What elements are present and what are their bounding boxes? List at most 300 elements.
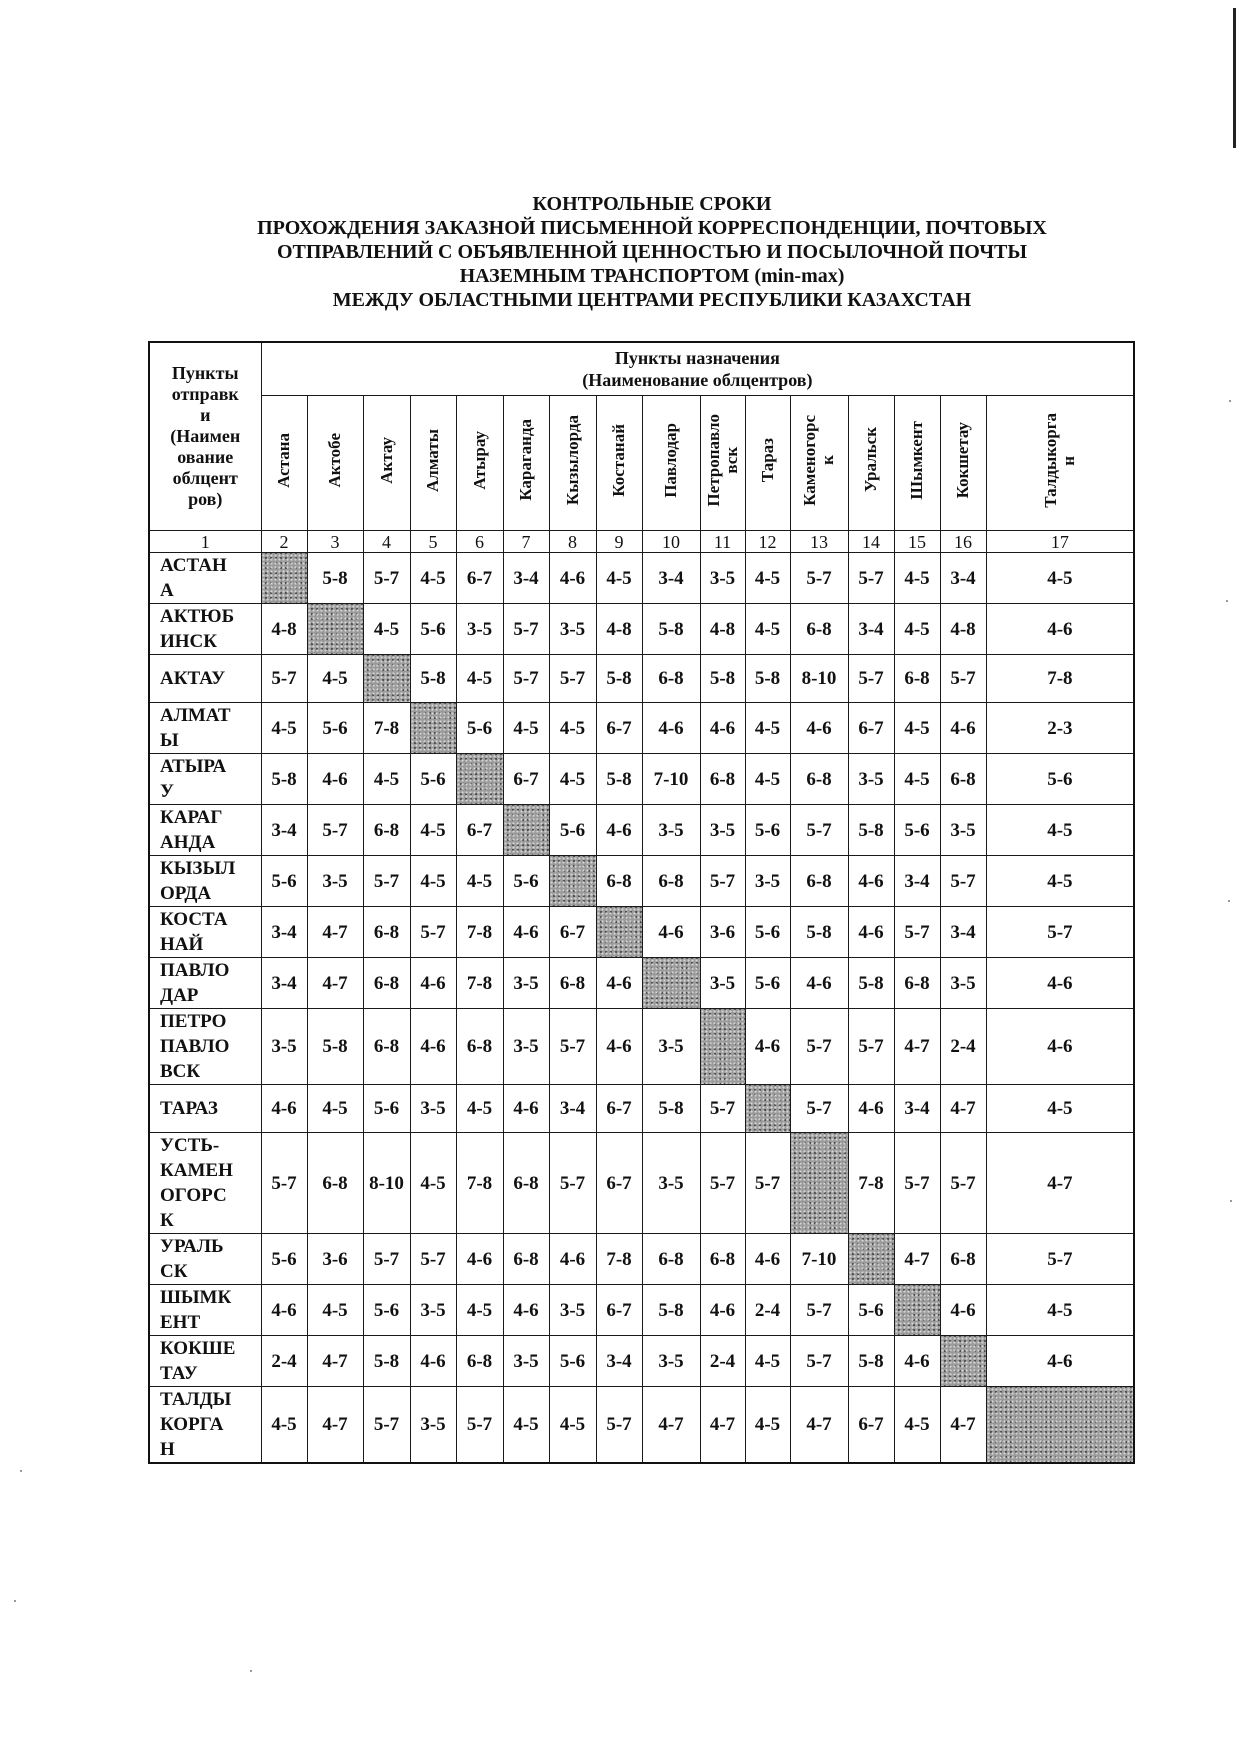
transit-time-cell [986,1234,1134,1285]
transit-time-cell [642,1387,700,1464]
transit-time-value: 5-7 [466,1414,493,1435]
transit-time-value: 6-8 [373,972,400,994]
transit-time-value: 5-8 [322,567,348,589]
transit-time-cell [596,958,642,1009]
table-row [149,655,1134,703]
transit-time-value: 4-7 [322,1350,348,1372]
transit-time-cell [307,805,363,856]
transit-time-value: 3-5 [658,1172,684,1194]
transit-time-cell [790,655,848,703]
transit-time-value: 4-6 [606,819,632,841]
destination-name [378,437,396,484]
transit-time-cell [790,958,848,1009]
transit-time-cell [410,958,456,1009]
destination-column-header [363,396,410,531]
transit-time-cell [456,1285,503,1336]
diagonal-shaded-cell [745,1085,790,1133]
transit-time-cell [549,703,596,754]
scan-speck [1230,1200,1232,1202]
transit-time-cell [363,703,410,754]
transit-time-value: 4-6 [858,1098,884,1119]
diagonal-shaded-cell [549,856,596,907]
transit-time-cell [700,1336,745,1387]
transit-time-value: 5-6 [1047,768,1073,790]
transit-time-value: 5-7 [858,567,884,589]
table-row [149,553,1134,604]
column-number: 5 [410,531,456,553]
destination-column-header [700,396,745,531]
transit-time-cell [410,1085,456,1133]
transit-time-cell [986,703,1134,754]
origin-column-header [149,342,261,531]
transit-time-value: 5-6 [373,1098,400,1119]
destination-name-line: Талдыкорга [1040,412,1060,508]
destination-column-header [549,396,596,531]
transit-time-value: 4-8 [606,618,632,640]
transit-time-cell [503,1336,549,1387]
column-number: 13 [790,531,848,553]
scan-speck [250,1670,252,1672]
diagonal-shaded-cell [410,703,456,754]
table-row [149,754,1134,805]
destination-column-header [848,396,894,531]
transit-time-cell [700,958,745,1009]
transit-time-value: 5-6 [559,819,586,841]
destination-name [517,419,535,501]
transit-time-value: 4-6 [1047,1036,1073,1057]
transit-time-cell [549,805,596,856]
transit-time-cell [745,1285,790,1336]
transit-time-cell [790,754,848,805]
transit-time-cell [363,805,410,856]
transit-time-value: 5-7 [806,819,832,841]
destination-name-line: Кызылорда [562,414,582,506]
origin-city-cell [149,1085,261,1133]
transit-time-cell [261,655,307,703]
transit-time-cell [596,856,642,907]
transit-time-cell [549,1234,596,1285]
transit-time-value: 4-5 [606,567,632,589]
transit-time-cell [848,553,894,604]
transit-time-cell [456,1387,503,1464]
diagonal-shaded-cell [940,1336,986,1387]
transit-time-cell [410,856,456,907]
transit-time-value: 6-8 [513,1248,539,1270]
transit-time-cell [894,754,940,805]
transit-time-cell [700,1085,745,1133]
transit-time-value: 6-8 [322,1172,348,1194]
transit-time-cell [456,1085,503,1133]
destination-name-line: Костанай [609,423,628,497]
transit-time-cell [894,1133,940,1234]
diagonal-shaded-cell [642,958,700,1009]
transit-time-value: 5-7 [950,1172,976,1194]
column-number: 2 [261,531,307,553]
transit-time-cell [940,1387,986,1464]
transit-time-cell [642,604,700,655]
transit-time-cell [700,1234,745,1285]
transit-time-cell [848,1336,894,1387]
transit-time-value: 4-5 [754,618,781,640]
origin-city-line: ПЕТРО [160,1011,227,1032]
origin-city-line: А [160,580,174,601]
transit-time-value: 3-5 [271,1036,297,1057]
transit-time-value: 5-7 [559,668,586,689]
transit-time-value: 3-4 [606,1350,632,1372]
transit-time-value: 3-5 [709,567,736,589]
destination-name [610,424,628,497]
table-row [149,805,1134,856]
transit-time-cell [894,1009,940,1085]
transit-time-value: 4-6 [322,768,348,790]
transit-time-cell [848,703,894,754]
transit-time-value: 4-6 [1047,1350,1073,1372]
transit-time-value: 4-5 [322,1299,348,1321]
transit-time-value: 3-5 [950,972,976,994]
transit-time-cell [986,1009,1134,1085]
transit-time-value: 3-4 [950,921,976,943]
transit-time-cell [745,703,790,754]
transit-time-cell [940,907,986,958]
transit-time-value: 3-5 [858,768,884,790]
column-number: 14 [848,531,894,553]
transit-time-value: 5-7 [1047,921,1073,943]
transit-time-value: 5-8 [858,819,884,841]
transit-time-cell [261,1234,307,1285]
transit-time-value: 3-4 [271,819,297,841]
transit-time-value: 5-8 [858,1350,884,1372]
transit-time-cell [848,958,894,1009]
transit-time-cell [307,958,363,1009]
destination-name [471,431,489,490]
transit-time-cell [642,1285,700,1336]
transit-time-cell [745,754,790,805]
transit-time-value: 4-6 [513,921,539,943]
destination-column-header [894,396,940,531]
transit-time-value: 6-7 [858,1414,884,1435]
destination-name [908,421,926,500]
transit-time-cell [261,907,307,958]
transit-time-cell [261,856,307,907]
transit-time-value: 5-6 [420,768,446,790]
column-number: 7 [503,531,549,553]
transit-time-value: 4-6 [1047,972,1073,994]
destination-column-header [596,396,642,531]
diagonal-shaded-cell [363,655,410,703]
transit-time-cell [549,655,596,703]
transit-time-cell [700,1133,745,1234]
destination-name-line: Павлодар [661,422,680,498]
transit-time-value: 6-8 [658,870,684,892]
table-row [149,958,1134,1009]
transit-time-cell [986,1336,1134,1387]
transit-time-value: 7-8 [466,1172,493,1194]
transit-time-value: 3-5 [420,1299,446,1321]
transit-time-cell [261,805,307,856]
transit-time-value: 7-8 [858,1172,884,1194]
transit-time-cell [642,856,700,907]
transit-time-cell [642,754,700,805]
transit-time-cell [642,1133,700,1234]
table-row [149,604,1134,655]
transit-time-value: 5-7 [858,668,884,689]
transit-time-value: 4-5 [466,1299,493,1321]
transit-time-cell [363,1285,410,1336]
destination-name-line: Алматы [423,428,442,492]
transit-time-cell [940,703,986,754]
transit-time-value: 4-6 [513,1299,539,1321]
transit-time-value: 8-10 [801,668,837,689]
transit-time-value: 6-8 [904,668,930,689]
transit-time-value: 4-6 [709,1299,736,1321]
transit-time-value: 4-6 [709,717,736,739]
diagonal-shaded-cell [456,754,503,805]
transit-time-value: 5-7 [373,870,400,892]
origin-city-line: КОКШЕ [160,1338,236,1359]
transit-time-value: 7-8 [466,972,493,994]
transit-time-cell [503,958,549,1009]
transit-time-value: 5-7 [513,668,539,689]
transit-time-cell [596,754,642,805]
transit-time-value: 5-8 [709,668,736,689]
transit-time-value: 4-7 [904,1036,930,1057]
origin-header-line: облцент [172,468,238,488]
destination-name [275,433,293,488]
transit-time-value: 4-5 [513,1414,539,1435]
transit-time-cell [940,754,986,805]
transit-time-value: 3-4 [658,567,684,589]
transit-time-cell [363,1133,410,1234]
destination-name-line: Петропавло [703,413,723,507]
transit-time-cell [363,1387,410,1464]
transit-time-cell [986,553,1134,604]
diagonal-shaded-cell [986,1387,1134,1464]
transit-time-cell [549,907,596,958]
destination-name [424,429,442,492]
transit-time-cell [503,907,549,958]
origin-city-cell [149,553,261,604]
transit-time-cell [307,754,363,805]
transit-time-cell [456,1009,503,1085]
origin-city-cell [149,1336,261,1387]
transit-time-value: 4-7 [1047,1172,1073,1194]
transit-time-cell [503,1009,549,1085]
transit-time-cell [790,1009,848,1085]
destination-name [662,423,680,498]
transit-time-value: 4-5 [513,717,539,739]
transit-time-value: 2-3 [1047,717,1073,739]
transit-time-cell [848,907,894,958]
transit-time-value: 5-6 [904,819,930,841]
table-row [149,1085,1134,1133]
transit-time-cell [986,655,1134,703]
transit-time-cell [790,1387,848,1464]
transit-time-cell [894,604,940,655]
transit-time-value: 3-6 [709,921,736,943]
transit-time-value: 4-5 [559,717,586,739]
transit-time-cell [503,856,549,907]
origin-city-cell [149,958,261,1009]
transit-time-value: 6-7 [606,1172,632,1194]
transit-time-cell [363,553,410,604]
transit-time-value: 6-7 [466,819,493,841]
transit-time-value: 4-6 [754,1248,781,1270]
transit-time-value: 5-6 [322,717,348,739]
transit-time-value: 4-5 [904,567,930,589]
transit-time-cell [363,856,410,907]
column-number: 4 [363,531,410,553]
destination-column-header [261,396,307,531]
transit-time-cell [790,1285,848,1336]
transit-time-cell [363,907,410,958]
destination-column-header [940,396,986,531]
transit-time-value: 7-8 [466,921,493,943]
transit-time-cell [307,1336,363,1387]
title-line: НАЗЕМНЫМ ТРАНСПОРТОМ (min-max) [459,265,845,287]
origin-city-cell [149,703,261,754]
origin-city-cell [149,1387,261,1464]
transit-time-cell [456,1133,503,1234]
transit-time-value: 3-5 [709,819,736,841]
transit-time-value: 5-8 [806,921,832,943]
transit-time-value: 4-5 [420,870,446,892]
transit-time-value: 3-5 [466,618,493,640]
transit-time-value: 6-8 [606,870,632,892]
transit-time-value: 4-6 [950,1299,976,1321]
transit-time-value: 2-4 [709,1350,736,1372]
transit-time-cell [456,907,503,958]
transit-time-value: 7-8 [606,1248,632,1270]
origin-city-cell [149,1133,261,1234]
origin-header-line: и [200,405,211,425]
transit-time-cell [790,856,848,907]
transit-time-value: 2-4 [754,1299,781,1321]
transit-time-value: 2-4 [271,1350,297,1372]
origin-city-line: Ы [160,730,179,751]
destination-name [862,427,880,492]
origin-city-line: ИНСК [160,631,218,652]
origin-city-line: ОРДА [160,883,212,904]
transit-time-value: 4-6 [904,1350,930,1372]
column-number: 9 [596,531,642,553]
destination-name [954,422,972,498]
table-row [149,1387,1134,1464]
transit-time-value: 6-8 [806,618,832,640]
transit-time-cell [596,805,642,856]
transit-time-value: 5-6 [754,972,781,994]
transit-time-cell [700,1285,745,1336]
transit-time-value: 5-7 [904,1172,930,1194]
origin-city-line: УСТЬ- [160,1135,220,1156]
scan-edge-mark [1233,8,1236,148]
transit-time-value: 4-6 [513,1098,539,1119]
transit-time-value: 4-5 [1047,870,1073,892]
transit-time-cell [307,703,363,754]
transit-time-cell [894,856,940,907]
transit-time-value: 5-6 [420,618,446,640]
transit-time-cell [700,754,745,805]
scan-speck [20,1470,22,1472]
transit-time-value: 5-8 [420,668,446,689]
destination-name-line: Атырау [469,430,489,490]
origin-city-line: КОРГА [160,1414,224,1435]
transit-time-value: 3-4 [559,1098,586,1119]
transit-time-cell [410,1285,456,1336]
transit-time-cell [596,604,642,655]
transit-time-value: 3-5 [513,972,539,994]
destination-header-line: (Наименование облцентров) [582,370,813,390]
transit-time-cell [596,1336,642,1387]
transit-time-cell [745,907,790,958]
transit-time-cell [503,703,549,754]
transit-time-cell [894,553,940,604]
origin-header-line: Пункты [171,363,239,383]
transit-time-value: 4-6 [754,1036,781,1057]
title-line: КОНТРОЛЬНЫЕ СРОКИ [532,193,772,215]
transit-time-value: 4-5 [466,668,493,689]
transit-time-value: 4-5 [1047,1098,1073,1119]
transit-time-value: 5-7 [806,1350,832,1372]
origin-city-cell [149,1234,261,1285]
origin-city-line: НАЙ [160,934,204,955]
transit-time-value: 4-5 [466,1098,493,1119]
transit-time-value: 6-8 [658,668,684,689]
destination-name-line: Актобе [325,432,344,488]
transit-time-cell [307,1285,363,1336]
transit-time-cell [503,604,549,655]
transit-time-value: 6-8 [466,1350,493,1372]
transit-time-cell [410,907,456,958]
transit-time-value: 5-8 [373,1350,400,1372]
column-number-row [149,531,1134,553]
transit-time-cell [894,1234,940,1285]
transit-time-cell [549,958,596,1009]
transit-time-value: 8-10 [369,1172,404,1194]
transit-time-cell [986,1085,1134,1133]
origin-city-cell [149,754,261,805]
transit-time-cell [410,805,456,856]
destination-column-header [503,396,549,531]
transit-time-value: 3-4 [904,1098,930,1119]
transit-time-value: 5-7 [1047,1248,1073,1270]
transit-time-value: 5-6 [559,1350,586,1372]
transit-time-value: 5-7 [858,1036,884,1057]
transit-time-cell [503,1387,549,1464]
column-number: 12 [745,531,790,553]
transit-time-cell [363,1234,410,1285]
transit-time-value: 4-8 [709,618,736,640]
origin-city-line: АТЫРА [160,756,227,777]
transit-time-cell [410,1387,456,1464]
transit-time-cell [940,1234,986,1285]
destination-name-line: Астана [274,432,293,488]
transit-time-value: 4-5 [754,1414,781,1435]
destination-name-line: вск [721,446,741,474]
transit-time-value: 3-4 [513,567,539,589]
transit-time-cell [894,1336,940,1387]
transit-time-cell [363,604,410,655]
transit-time-cell [549,1085,596,1133]
transit-time-cell [848,1085,894,1133]
transit-time-value: 3-6 [322,1248,348,1270]
transit-time-value: 5-7 [806,1098,832,1119]
transit-time-cell [745,655,790,703]
table-row [149,907,1134,958]
transit-time-cell [503,553,549,604]
column-number: 1 [149,531,261,553]
transit-time-cell [790,553,848,604]
transit-time-value: 4-7 [806,1414,832,1435]
